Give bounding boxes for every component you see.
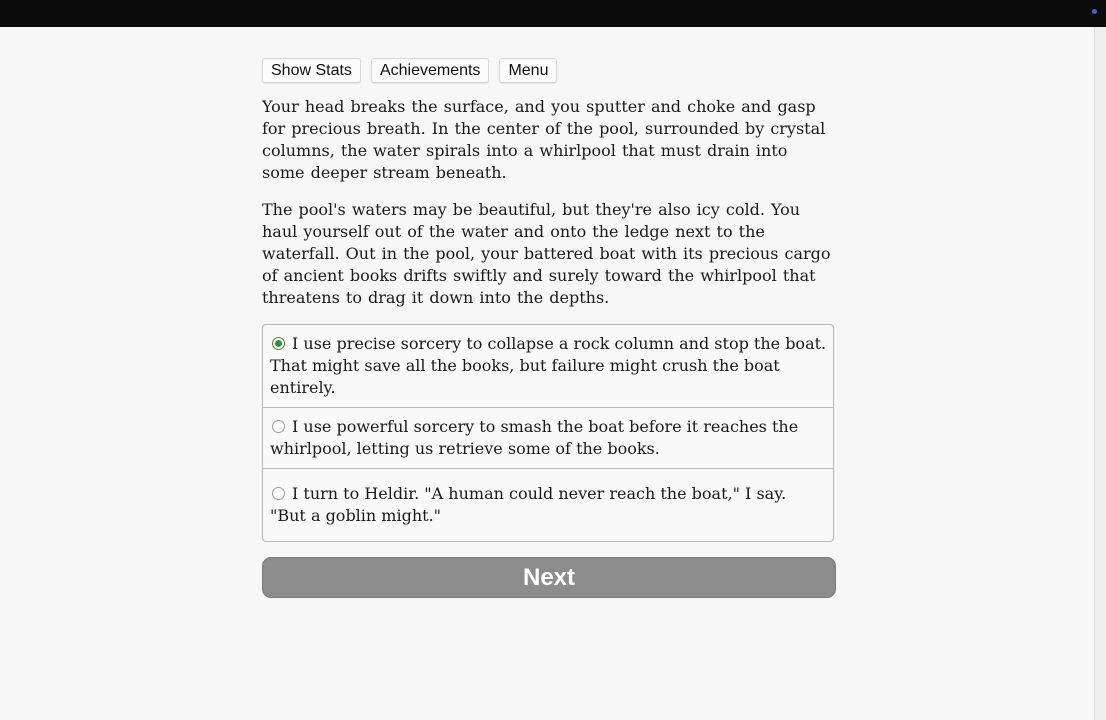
choice-option-1[interactable] bbox=[263, 325, 833, 407]
next-button[interactable]: Next bbox=[262, 557, 836, 598]
scrollbar[interactable] bbox=[1094, 27, 1106, 720]
status-dot-icon bbox=[1092, 9, 1097, 14]
choice-option-2[interactable] bbox=[263, 407, 833, 468]
radio-selected-icon[interactable] bbox=[272, 337, 285, 350]
radio-empty-icon[interactable] bbox=[272, 487, 285, 500]
toolbar bbox=[262, 58, 834, 83]
story-paragraph: Your head breaks the surface, and you sputter and choke and gasp for precious breath. In the center of the pool, surrounded by crystal columns, the water spirals into a whirlpool that must drain into some deeper stream beneath. bbox=[262, 97, 826, 182]
game-panel bbox=[262, 58, 834, 598]
achievements-button[interactable]: Achievements bbox=[371, 58, 490, 83]
menu-button[interactable]: Menu bbox=[499, 58, 557, 83]
show-stats-button[interactable]: Show Stats bbox=[262, 58, 361, 83]
top-bar bbox=[0, 0, 1106, 27]
choice-option-3[interactable] bbox=[263, 468, 833, 541]
story-text bbox=[262, 96, 834, 309]
choice-label: I use powerful sorcery to smash the boat before it reaches the whirlpool, letting us retrieve some of the books. bbox=[270, 417, 799, 458]
choice-label: I turn to Heldir. "A human could never reach the boat," I say. "But a goblin might." bbox=[270, 484, 787, 525]
choice-label: I use precise sorcery to collapse a rock column and stop the boat. That might save all the books, but failure might crush the boat entirely. bbox=[270, 334, 827, 397]
radio-empty-icon[interactable] bbox=[272, 420, 285, 433]
choice-list bbox=[262, 324, 834, 542]
story-paragraph: The pool's waters may be beautiful, but they're also icy cold. You haul yourself out of the water and onto the ledge next to the waterfall. Out in the pool, your battered boat with its precious cargo of ancient books drifts swiftly and surely toward the whirlpool that threatens to drag it down into the depths. bbox=[262, 200, 831, 307]
